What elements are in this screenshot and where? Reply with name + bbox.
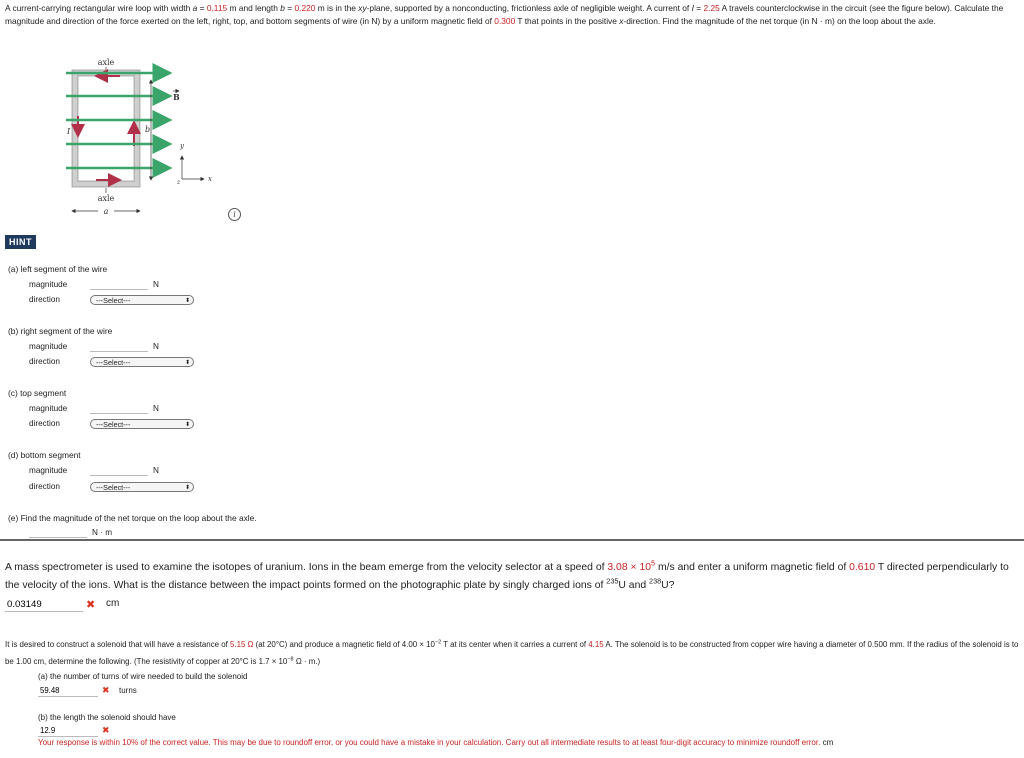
- p1-text: -plane, supported by a nonconducting, frictionless axle of negligible weight. A current of: [366, 3, 692, 13]
- x-axis-label: x: [208, 175, 212, 183]
- p1-eq: =: [284, 3, 295, 13]
- p1-text: A travels counterclockwise in the circuit (see the figure below). Calculate the magnitude and direction of the force exerted on the left, right, top, and bottom segments of wire (in N) by a uniform magnetic field of: [5, 3, 1004, 26]
- chevron-updown-icon: ⬍: [184, 360, 190, 366]
- p3-text: T at its center when it carries a current of: [441, 640, 589, 649]
- p1-text: m is in the: [315, 3, 359, 13]
- p3-rho-exp: −8: [287, 656, 294, 663]
- part-d-magnitude-label: magnitude: [29, 466, 68, 475]
- p2-text: m/s and enter a uniform magnetic field of: [655, 562, 850, 573]
- hint-button[interactable]: HINT: [5, 235, 36, 249]
- p3-R-value: 5.15 Ω: [230, 640, 254, 649]
- part-a-magnitude-input[interactable]: [90, 279, 148, 290]
- part-b-select-text: ---Select---: [96, 358, 131, 367]
- p2-text: T directed perpendicularly to the velocity of the ions. What is the distance between the impact points formed on the photographic plate by singly charged ions of: [5, 562, 1009, 591]
- p3-text: A. The solenoid is to be constructed from copper wire having a diameter of 0.500 mm. If the radius of the solenoid is to be 1.00 cm, determine the following. (The resistivity of copper at 20°C is 1.7 × 10: [5, 640, 1019, 666]
- p3-text: Ω · m.): [293, 657, 321, 666]
- problem3-part-b-input[interactable]: [38, 725, 98, 737]
- part-d-direction-label: direction: [29, 482, 60, 491]
- p1-xy: xy: [358, 3, 367, 13]
- p2-speed-exp: 5: [651, 558, 656, 568]
- length-b-label: b: [145, 125, 151, 134]
- p1-a-symbol: a: [192, 3, 198, 13]
- p2-text: A mass spectrometer is used to examine the isotopes of uranium. Ions in the beam emerge from the velocity selector at a speed of: [5, 562, 608, 573]
- p2-text: U?: [661, 580, 675, 591]
- axle-bottom-label: axle: [97, 194, 115, 203]
- part-c-magnitude-label: magnitude: [29, 404, 68, 413]
- part-c-direction-label: direction: [29, 419, 60, 428]
- wrong-x-icon: ✖: [102, 685, 110, 695]
- section-divider: [0, 539, 1024, 541]
- problem2-answer-input[interactable]: [5, 598, 83, 612]
- problem3-statement: [5, 636, 1021, 670]
- problem3-part-a-label: (a) the number of turns of wire needed to build the solenoid: [38, 672, 248, 681]
- p2-speed-value: [607, 558, 656, 573]
- p2-B-value: 0.610: [849, 562, 876, 573]
- part-c-magnitude-input[interactable]: [90, 403, 148, 414]
- p1-eq: =: [197, 3, 207, 13]
- problem2-unit: cm: [106, 598, 120, 609]
- p2-isotope2: 238: [649, 576, 662, 586]
- p2-and: and: [625, 580, 650, 591]
- p1-I-value: 2.25: [703, 3, 720, 13]
- p3-text: It is desired to construct a solenoid that will have a resistance of: [5, 640, 230, 649]
- p1-B-value: 0.300: [494, 15, 516, 26]
- feedback-text: Your response is within 10% of the correct value. This may be due to roundoff error, or you could have a mistake in your calculation. Carry out all intermediate results to at least four-digit accuracy to minimize roundoff error.: [38, 738, 821, 747]
- feedback-message: [38, 738, 1018, 747]
- b-field-label: B: [173, 92, 180, 102]
- p2-U: U: [618, 580, 626, 591]
- part-a-title: (a) left segment of the wire: [8, 264, 108, 274]
- part-e-title: (e) Find the magnitude of the net torque on the loop about the axle.: [8, 513, 257, 523]
- current-label: I: [67, 127, 71, 136]
- wrong-x-icon: ✖: [86, 599, 96, 611]
- p1-text: T that points in the positive: [515, 15, 620, 26]
- problem3-part-b-label: (b) the length the solenoid should have: [38, 713, 176, 722]
- p1-text: -direction. Find the magnitude of the net torque (in N · m) on the loop about the axle.: [623, 15, 936, 26]
- part-d-title: (d) bottom segment: [8, 450, 81, 460]
- part-d-unit: N: [153, 466, 159, 475]
- part-c-unit: N: [153, 404, 159, 413]
- z-axis-label: z: [177, 179, 181, 186]
- p1-I-symbol: I: [691, 3, 694, 13]
- p3-I-value: 4.15: [588, 640, 604, 649]
- part-d-direction-select[interactable]: [90, 482, 194, 492]
- part-c-direction-select[interactable]: [90, 419, 194, 429]
- chevron-updown-icon: ⬍: [184, 422, 190, 428]
- part-c-select-text: ---Select---: [96, 420, 131, 429]
- problem1-statement: [5, 2, 1019, 27]
- p1-text: A current-carrying rectangular wire loop with width: [5, 3, 193, 13]
- p2-isotope1: 235: [606, 576, 619, 586]
- problem3-part-a-input[interactable]: [38, 685, 98, 697]
- p3-B-exp: −2: [434, 639, 442, 646]
- wire-loop-figure: [58, 56, 248, 218]
- part-a-select-text: ---Select---: [96, 296, 131, 305]
- part-e-torque-input[interactable]: [29, 527, 87, 538]
- p1-text: m and length: [227, 3, 281, 13]
- p2-speed-mantissa: 3.08 × 10: [607, 562, 652, 573]
- part-b-title: (b) right segment of the wire: [8, 326, 113, 336]
- part-a-direction-label: direction: [29, 295, 60, 304]
- problem2-statement: [5, 559, 1019, 595]
- p3-text: (at 20°C) and produce a magnetic field of 4.00 × 10: [253, 640, 435, 649]
- chevron-updown-icon: ⬍: [184, 485, 190, 491]
- problem3-part-a-unit: turns: [119, 686, 137, 695]
- width-a-label: a: [103, 207, 109, 216]
- part-b-magnitude-input[interactable]: [90, 341, 148, 352]
- part-d-magnitude-input[interactable]: [90, 465, 148, 476]
- part-c-title: (c) top segment: [8, 388, 67, 398]
- part-b-direction-select[interactable]: [90, 357, 194, 367]
- wrong-x-icon: ✖: [102, 725, 110, 735]
- y-axis-label: y: [180, 142, 184, 150]
- part-a-magnitude-label: magnitude: [29, 280, 68, 289]
- p1-a-value: 0.115: [206, 3, 228, 13]
- info-icon[interactable]: i: [228, 208, 241, 221]
- p1-x-symbol: x: [619, 15, 624, 26]
- part-e-unit: N · m: [92, 528, 113, 537]
- part-d-select-text: ---Select---: [96, 483, 131, 492]
- part-a-direction-select[interactable]: [90, 295, 194, 305]
- p1-b-symbol: b: [280, 3, 285, 13]
- p1-b-value: 0.220: [294, 3, 316, 13]
- axle-top-label: axle: [97, 58, 115, 67]
- part-b-magnitude-label: magnitude: [29, 342, 68, 351]
- part-b-direction-label: direction: [29, 357, 60, 366]
- p1-eq: =: [693, 3, 704, 13]
- problem3-part-b-unit: cm: [822, 738, 834, 747]
- chevron-updown-icon: ⬍: [184, 298, 190, 304]
- part-b-unit: N: [153, 342, 159, 351]
- part-a-unit: N: [153, 280, 159, 289]
